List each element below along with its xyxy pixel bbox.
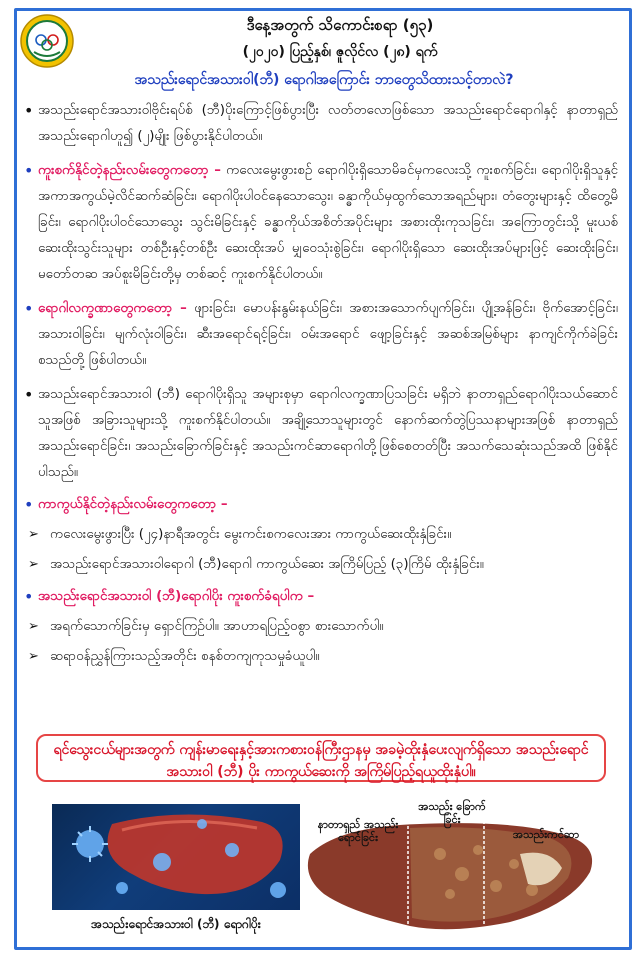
symptoms-text: ဖျားခြင်း၊ မောပန်းနွမ်းနယ်ခြင်း၊ အစားအသောက်ပျက်ခြင်း၊ ပျို့အန်ခြင်း၊ ဗိုက်အောင့်ခြင်း၊ အသားဝါခြင်း၊ မျက်လုံးဝါခြင်း၊ ဆီးအရောင်ရင့်ခြင်း၊ ဝမ်းအရောင် ဖျော့ခြင်းနှင့် အဆစ်အမြစ်များ နာကျင်ကိုက်ခဲခြင်း စသည်တို့ ဖြစ်ပါတယ်။: [38, 301, 618, 368]
prevention-heading: ကာကွယ်နိုင်တဲ့နည်းလမ်းတွေကတော့ –: [38, 497, 228, 512]
infected-item: [24, 644, 618, 670]
virus-caption: အသည်းရောင်အသားဝါ (ဘီ) ရောဂါပိုး: [91, 917, 261, 931]
infected-heading: အသည်းရောင်အသားဝါ (ဘီ)ရောဂါပိုး ကူးစက်ခံရပါက –: [38, 589, 315, 604]
label-chronic-hepatitis: နာတာရှည် အသည်းရောင်ခြင်း: [317, 818, 399, 844]
infected-heading-row: [24, 584, 618, 610]
infected-item-text: အရက်သောက်ခြင်းမှ ရှောင်ကြဉ်ပါ။ အာဟာရပြည့်ဝစွာ စားသောက်ပါ။: [50, 619, 384, 634]
virus-illustration: [52, 804, 300, 910]
transmission-paragraph: [24, 158, 618, 288]
poster-date: (၂၀၂၀) ပြည့်နှစ်၊ ဇူလိုင်လ (၂၈) ရက်: [242, 44, 438, 60]
prevention-item: [24, 522, 618, 548]
transmission-text: ကလေးမွေးဖွားစဉ် ရောဂါပိုးရှိသောမိခင်မှကလေးသို့ ကူးစက်ခြင်း၊ ရောဂါပိုးရှိသူနှင့် အကာအကွယ်မဲ့လိင်ဆက်ဆံခြင်း၊ ရောဂါပိုးပါဝင်နေသောသွေး၊ ခန္ဓာကိုယ်မှထွက်သောအရည်များ၊ တံတွေးများနှင့် ထိတွေ့မိခြင်း၊ ရောဂါပိုးပါဝင်သောသွေး သွင်းမိခြင်းနှင့် ခန္ဓာကိုယ်အစိတ်အပိုင်းများ အစားထိုးကုသခြင်း၊ အကြောတွင်းသို့ မူးယစ်ဆေးထိုးသွင်းသူများ တစ်ဦးနှင့်တစ်ဦး ဆေးထိုးအပ် မျှဝေသုံးစွဲခြင်း၊ ရောဂါပိုးရှိသော ဆေးထိုးအပ်များဖြင့် ဆေးထိုးခြင်း၊ မတော်တဆ အပ်စူးမိခြင်းတို့မှ တစ်ဆင့် ကူးစက်နိုင်ပါတယ်။: [38, 163, 618, 282]
label-liver-cancer: အသည်းကင်ဆာ: [512, 828, 580, 841]
chronic-text: အသည်းရောင်အသားဝါ (ဘီ) ရောဂါပိုးရှိသူ အများစုမှာ ရောဂါလက္ခဏာပြသခြင်း မရှိဘဲ နာတာရှည်ရောဂါပိုးသယ်ဆောင်သူအဖြစ် အခြားသူများသို့ ကူးစက်နိုင်ပါတယ်။ အချို့သောသူများတွင် နောက်ဆက်တွဲပြဿနာများအဖြစ် နာတာရှည်အသည်းရောင်ခြင်း၊ အသည်းခြောက်ခြင်းနှင့် အသည်းကင်ဆာရောဂါတို့ဖြစ်စေတတ်ပြီး အသက်သေဆုံးသည်အထိ ဖြစ်နိုင်ပါသည်။: [38, 387, 618, 480]
poster-question: အသည်းရောင်အသားဝါ(ဘီ) ရောဂါအကြောင်း ဘာတွေသိထားသင့်တာလဲ?: [134, 72, 514, 88]
content-list: [24, 98, 618, 670]
intro-paragraph: [24, 98, 618, 150]
liver-stages-illustration: [300, 794, 620, 936]
poster-title: ဒီနေ့အတွက် သိကောင်းစရာ (၅၃): [246, 16, 434, 34]
label-cirrhosis: အသည်း ခြောက်ခြင်း: [418, 800, 486, 826]
symptoms-paragraph: [24, 296, 618, 374]
symptoms-heading: ရောဂါလက္ခဏာတွေကတော့ –: [38, 301, 187, 316]
virus-liver-icon: [52, 804, 300, 910]
prevention-item: [24, 552, 618, 578]
vaccination-notice: ရင်သွေးငယ်များအတွက် ကျန်းမာရေးနှင့်အားကစားဝန်ကြီးဌာနမှ အခမဲ့ထိုးနှံပေးလျက်ရှိသော အသည်းရောင်အသားဝါ (ဘီ) ပိုး ကာကွယ်ဆေးကို အကြိမ်ပြည့်ရယူထိုးနှံပါ။: [36, 734, 606, 782]
prevention-item-text: ကလေးမွေးဖွားပြီး (၂၄)နာရီအတွင်း မွေးကင်းစကလေးအား ကာကွယ်ဆေးထိုးနှံခြင်း။: [50, 527, 452, 542]
transmission-heading: ကူးစက်နိုင်တဲ့နည်းလမ်းတွေကတော့ –: [38, 163, 221, 178]
prevention-heading-row: [24, 492, 618, 518]
chronic-paragraph: [24, 382, 618, 486]
infected-item-text: ဆရာဝန်ညွှန်ကြားသည့်အတိုင်း စနစ်တကျကုသမှုခံယူပါ။: [50, 649, 320, 664]
intro-text: အသည်းရောင်အသားဝါဗိုင်းရပ်စ် (ဘီ)ပိုးကြောင့်ဖြစ်ပွားပြီး လတ်တလောဖြစ်သော အသည်းရောင်ရောဂါနှင့် နာတာရှည်အသည်းရောဂါဟူ၍ (၂)မျိုး ဖြစ်ပွားနိုင်ပါတယ်။: [38, 103, 618, 144]
infected-item: [24, 614, 618, 640]
prevention-item-text: အသည်းရောင်အသားဝါရောဂါ (ဘီ)ရောဂါ ကာကွယ်ဆေး အကြိမ်ပြည့် (၃)ကြိမ် ထိုးနှံခြင်း။: [50, 557, 484, 572]
ministry-logo-icon: [20, 14, 74, 68]
